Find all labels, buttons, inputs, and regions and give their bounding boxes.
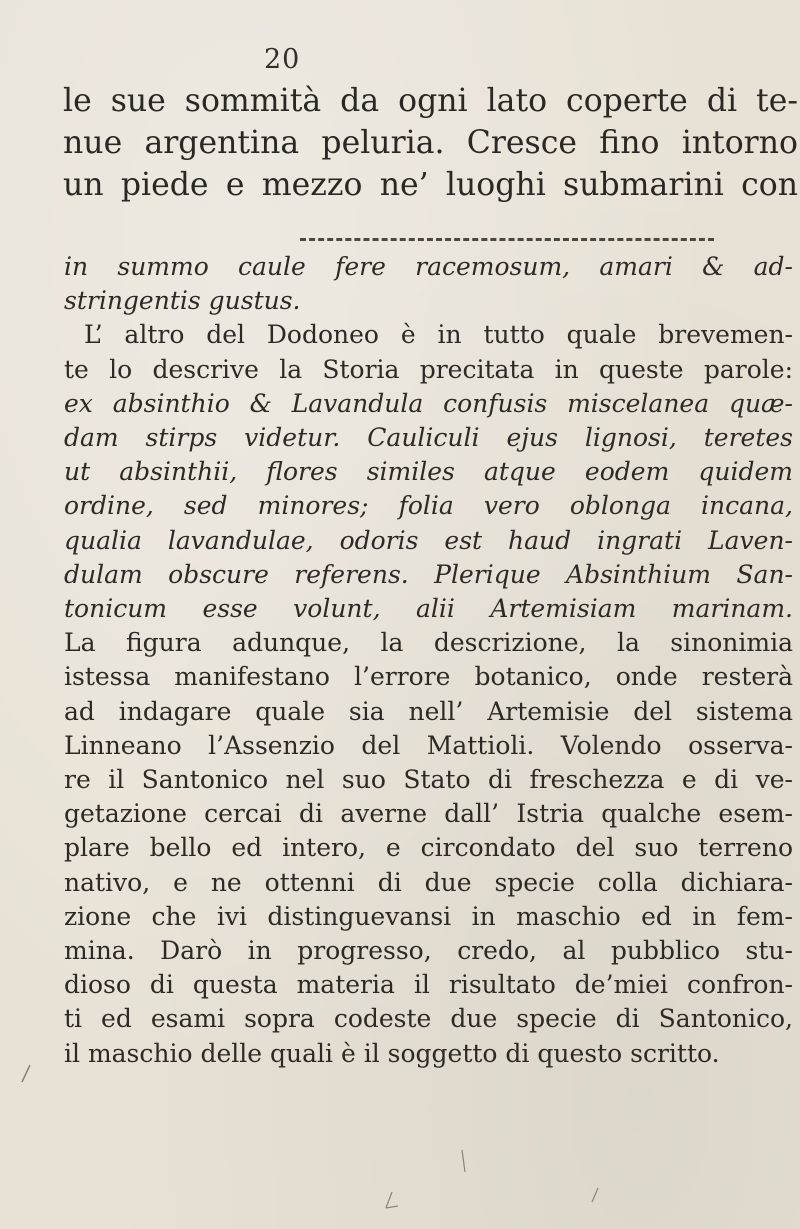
footnote-separator-rule xyxy=(300,238,714,241)
stray-mark xyxy=(386,1192,398,1208)
note-line: dam stirps videtur. Cauliculi ejus lignosi, teretes xyxy=(64,423,793,453)
note-line: il maschio delle quali è il soggetto di questo scritto. xyxy=(64,1038,720,1068)
note-line: plare bello ed intero, e circondato del suo terreno xyxy=(64,833,793,863)
note-line: Linneano l’Assenzio del Mattioli. Volendo osserva- xyxy=(64,730,793,760)
note-line: dioso di questa materia il risultato de’miei confron- xyxy=(64,970,793,1000)
page-number: 20 xyxy=(264,44,301,75)
stray-mark xyxy=(462,1150,465,1172)
note-line: La figura adunque, la descrizione, la sinonimia xyxy=(64,628,793,658)
note-line: istessa manifestano l’errore botanico, onde resterà xyxy=(64,662,793,692)
note-line: nativo, e ne ottenni di due specie colla dichiara- xyxy=(64,867,793,897)
note-line: getazione cercai di averne dall’ Istria qualche esem- xyxy=(64,799,793,829)
text-line: un piede e mezzo ne’ luoghi submarini con xyxy=(63,167,798,203)
note-line: ex absinthio & Lavandula confusis miscelanea quæ- xyxy=(64,388,793,418)
note-line: mina. Darò in progresso, credo, al pubblico stu- xyxy=(64,936,793,966)
note-line: L’ altro del Dodoneo è in tutto quale brevemen- xyxy=(84,320,793,350)
note-line: zione che ivi distinguevansi in maschio ed in fem- xyxy=(64,901,793,931)
note-line: qualia lavandulae, odoris est haud ingrati Laven- xyxy=(64,525,793,555)
text-line: nue argentina peluria. Cresce fino intorno xyxy=(63,125,798,161)
note-line: tonicum esse volunt, alii Artemisiam marinam. xyxy=(64,594,793,624)
stray-mark xyxy=(22,1065,30,1082)
note-line: ti ed esami sopra codeste due specie di Santonico, xyxy=(64,1004,793,1034)
note-line: te lo descrive la Storia precitata in queste parole: xyxy=(64,354,793,384)
note-line: re il Santonico nel suo Stato di freschezza e di ve- xyxy=(64,765,793,795)
note-line: in summo caule fere racemosum, amari & ad- xyxy=(64,252,793,281)
note-line: ordine, sed minores; folia vero oblonga incana, xyxy=(64,491,793,521)
note-line: dulam obscure referens. Plerique Absinthium San- xyxy=(64,559,793,589)
footnote-block xyxy=(64,250,793,1071)
note-line: stringentis gustus. xyxy=(64,286,301,316)
text-line: le sue sommità da ogni lato coperte di te- xyxy=(63,83,798,119)
note-line: ad indagare quale sia nell’ Artemisie del sistema xyxy=(64,696,793,726)
main-paragraph xyxy=(63,80,798,206)
note-line: ut absinthii, flores similes atque eodem quidem xyxy=(64,457,793,487)
stray-mark xyxy=(592,1188,598,1202)
